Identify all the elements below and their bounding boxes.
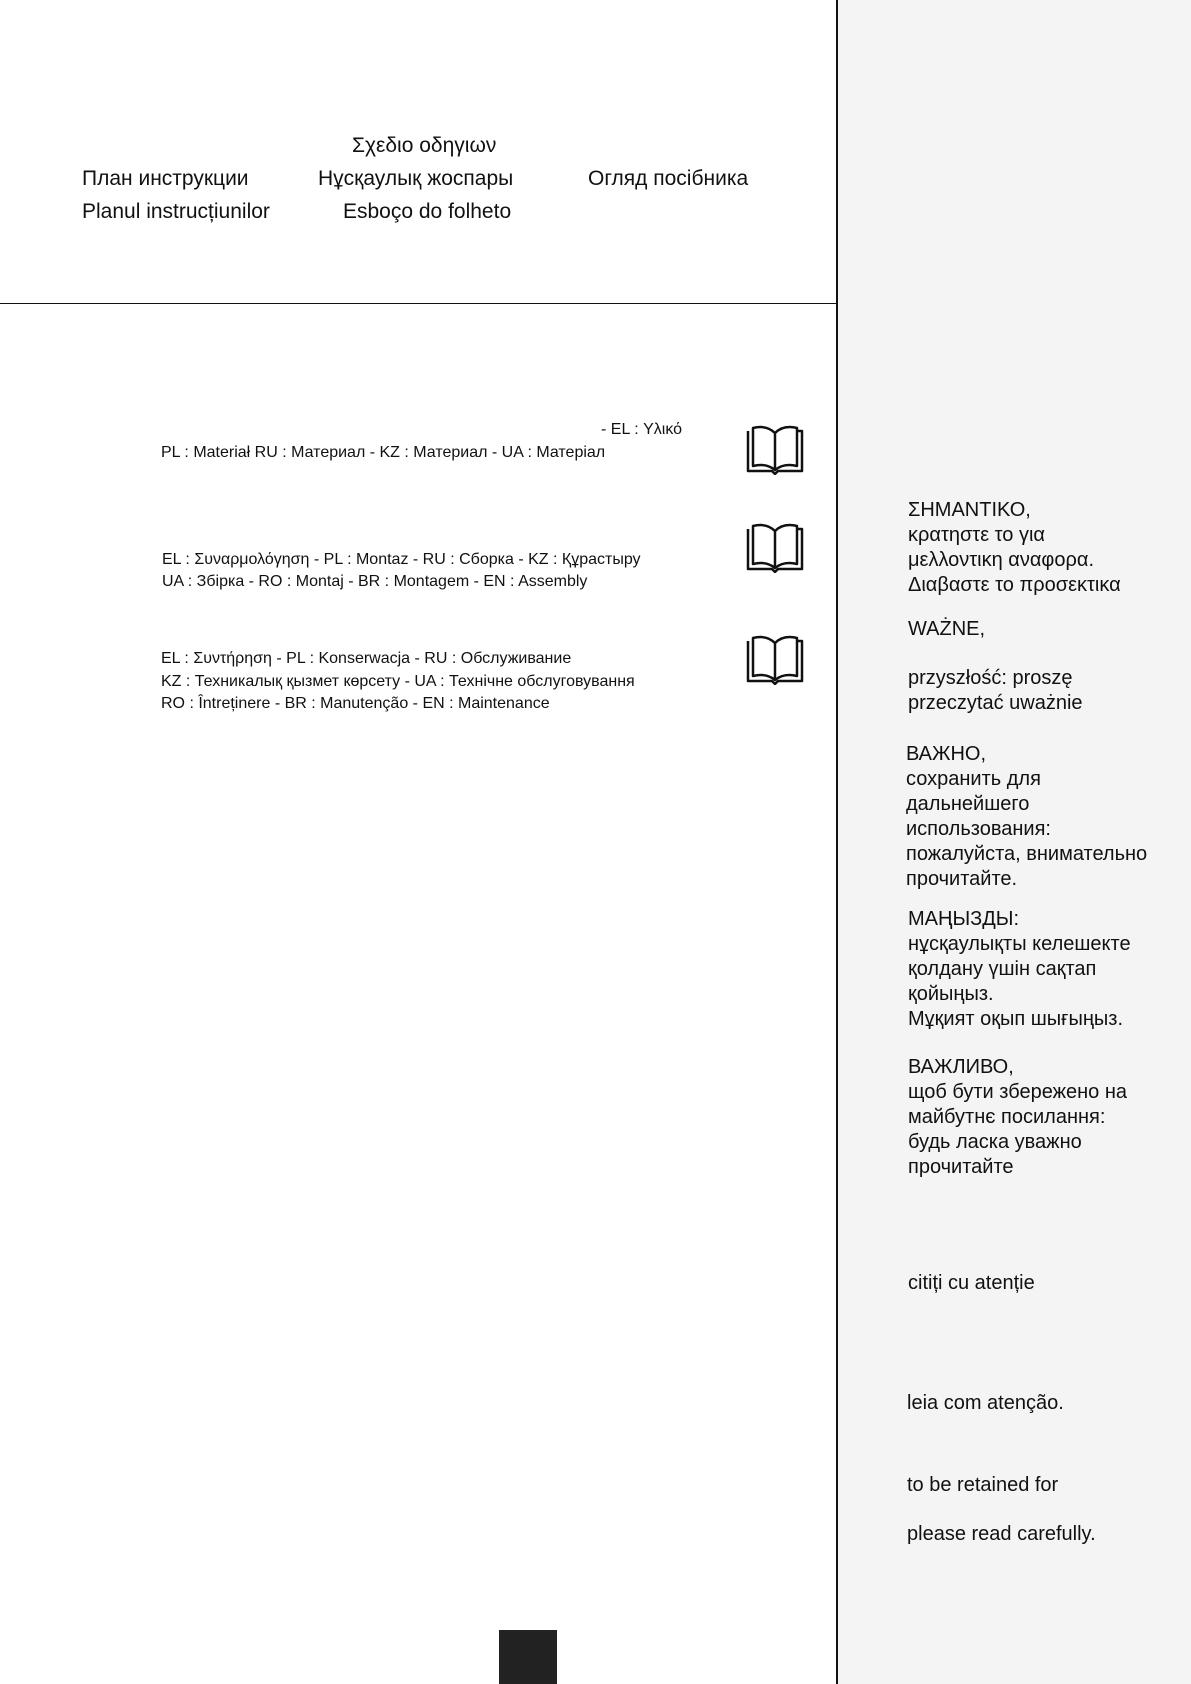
maintenance-line-3: RO : Întreținere - BR : Manutenção - EN : Maintenance — [161, 695, 550, 712]
notice-pl-line: przyszłość: proszę — [908, 667, 1073, 689]
page-marker — [499, 1630, 557, 1684]
book-icon — [745, 523, 805, 573]
notice-pl-line: przeczytać uważnie — [908, 692, 1083, 714]
material-line-1: - EL : Υλικό — [601, 421, 683, 438]
title-ro: Planul instrucțiunilor — [82, 200, 270, 223]
notice-ua — [908, 1055, 1127, 1180]
notice-ru-line: дальнейшего — [906, 793, 1030, 815]
notice-ua-line: щоб бути збережено на — [908, 1081, 1127, 1103]
header-divider — [0, 303, 836, 304]
notice-pl — [908, 666, 1083, 716]
material-line-2: PL : Materiał RU : Материал - KZ : Материал - UA : Матеріал — [161, 444, 606, 461]
notice-kz-line: нұсқаулықты келешекте — [908, 933, 1131, 955]
notice-el-line: Διαβαστε το προσεκτικα — [908, 574, 1121, 596]
title-br: Esboço do folheto — [343, 200, 512, 223]
notice-en-2: please read carefully. — [907, 1523, 1096, 1545]
notice-ua-line: майбутнє посилання: — [908, 1106, 1106, 1128]
book-icon — [745, 635, 805, 685]
notice-kz-heading: МАҢЫЗДЫ: — [908, 908, 1020, 930]
notice-ru-line: пожалуйста, внимательно — [906, 843, 1148, 865]
notice-ua-line: будь ласка уважно — [908, 1131, 1082, 1153]
title-ru: План инструкции — [82, 167, 249, 190]
notice-ua-line: прочитайте — [908, 1156, 1014, 1178]
notice-el-line: μελλοντικη αναφορα. — [908, 549, 1094, 571]
assembly-line-2: UA : Збірка - RO : Montaj - BR : Montagem - EN : Assembly — [162, 573, 588, 590]
notice-br: leia com atenção. — [907, 1392, 1064, 1414]
maintenance-line-1: EL : Συντήρηση - PL : Konserwacja - RU : Обслуживание — [161, 650, 572, 667]
notice-ru — [906, 742, 1147, 892]
assembly-line-1: EL : Συναρμολόγηση - PL : Montaz - RU : Сборка - KZ : Құрастыру — [162, 551, 641, 568]
notice-ua-heading: ВАЖЛИВО, — [908, 1056, 1014, 1078]
notice-kz-line: қолдану үшін сақтап — [908, 958, 1097, 980]
notice-el — [908, 498, 1121, 598]
title-el: Σχεδιο οδηγιων — [352, 134, 497, 157]
notice-ro: citiți cu atenție — [908, 1272, 1035, 1294]
notice-ru-line: сохранить для — [906, 768, 1041, 790]
notice-pl-heading: WAŻNE, — [908, 618, 986, 640]
notice-ru-line: использования: — [906, 818, 1051, 840]
notice-ru-heading: ВАЖНО, — [906, 743, 987, 765]
book-icon — [745, 425, 805, 475]
maintenance-line-2: KZ : Техникалық қызмет көрсету - UA : Технічне обслуговування — [161, 673, 635, 690]
title-kz: Нұсқаулық жоспары — [318, 167, 514, 190]
notice-en-1: to be retained for — [907, 1474, 1059, 1496]
notice-kz-line: қойыңыз. — [908, 983, 994, 1005]
notice-el-line: κρατηστε το για — [908, 524, 1045, 546]
notice-kz — [908, 907, 1131, 1032]
title-ua: Огляд посібника — [588, 167, 749, 190]
notice-ru-line: прочитайте. — [906, 868, 1018, 890]
notice-kz-line: Мұқият оқып шығыңыз. — [908, 1008, 1123, 1030]
notice-el-heading: ΣΗΜΑΝΤΙΚΟ, — [908, 499, 1031, 521]
